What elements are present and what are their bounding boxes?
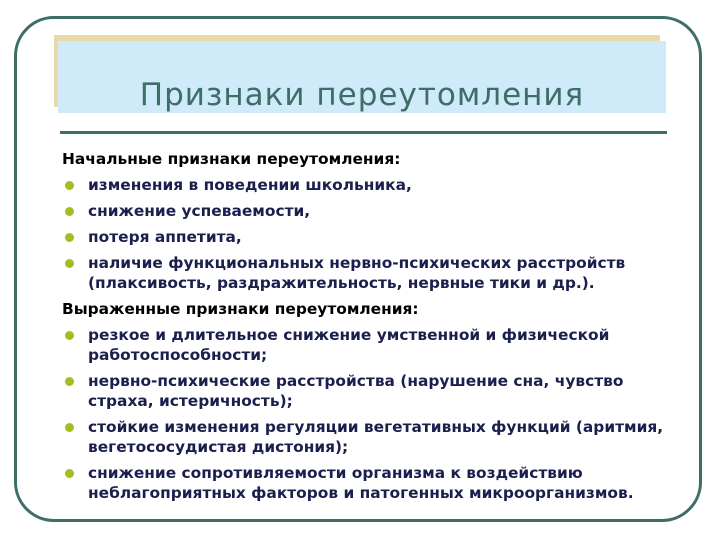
slide-content [62, 149, 692, 509]
list-item-text: изменения в поведении школьника, [88, 176, 412, 194]
list-item [62, 417, 692, 457]
list-item [62, 253, 692, 293]
bullet-icon [65, 181, 74, 190]
list-item-text: снижение сопротивляемости организма к воздействию неблагоприятных факторов и патогенных микроорганизмов. [88, 464, 634, 502]
list-item-text: нервно-психические расстройства (нарушение сна, чувство страха, истеричность); [88, 372, 624, 410]
list-item-text: резкое и длительное снижение умственной и физической работоспособности; [88, 326, 610, 364]
bullet-icon [65, 207, 74, 216]
bullet-icon [65, 259, 74, 268]
bullet-icon [65, 233, 74, 242]
bullet-icon [65, 423, 74, 432]
list-item-text: наличие функциональных нервно-психических расстройств (плаксивость, раздражительность, нервные тики и др.). [88, 254, 626, 292]
list-item-text: снижение успеваемости, [88, 202, 311, 220]
list-item-text: стойкие изменения регуляции вегетативных функций (аритмия, вегетососудистая дистония); [88, 418, 664, 456]
pronounced-list [62, 325, 692, 503]
list-item [62, 201, 692, 221]
slide-title [58, 41, 666, 113]
title-rule [60, 131, 667, 134]
bullet-icon [65, 331, 74, 340]
pronounced-heading: Выраженные признаки переутомления: [62, 300, 419, 318]
list-item [62, 371, 692, 411]
initial-list [62, 175, 692, 293]
initial-heading: Начальные признаки переутомления: [62, 150, 401, 168]
list-item [62, 325, 692, 365]
slide-title-text: Признаки переутомления [139, 77, 585, 113]
bullet-icon [65, 469, 74, 478]
bullet-icon [65, 377, 74, 386]
list-item [62, 463, 692, 503]
list-item [62, 175, 692, 195]
list-item [62, 227, 692, 247]
list-item-text: потеря аппетита, [88, 228, 242, 246]
